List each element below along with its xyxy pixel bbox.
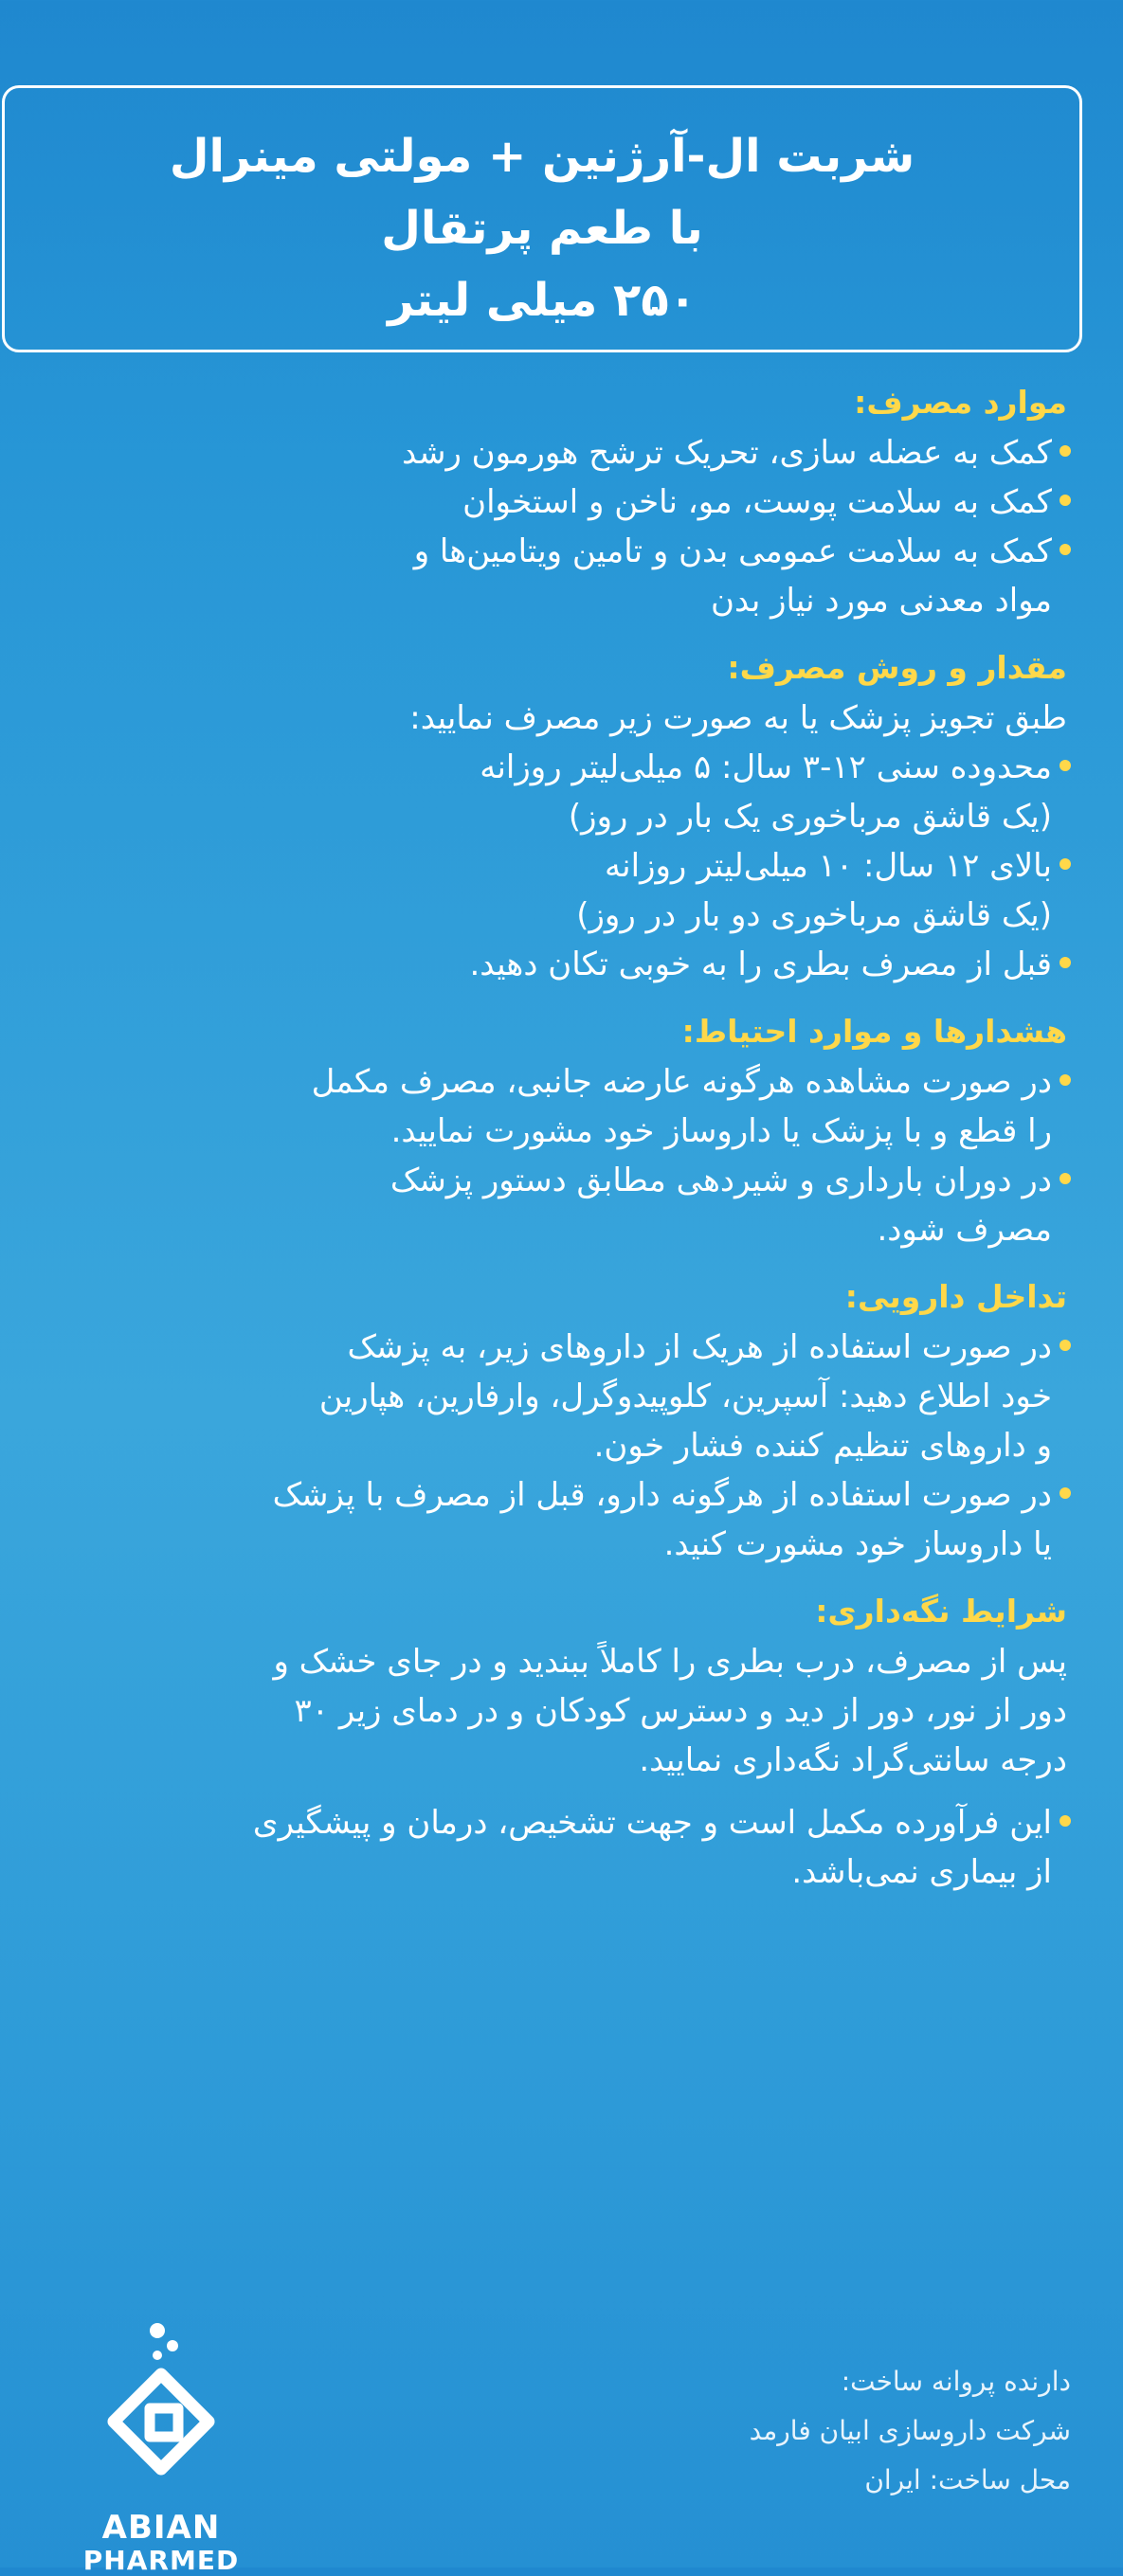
storage-text: درجه سانتی‌گراد نگه‌داری نمایید. xyxy=(639,1741,1067,1779)
list-item xyxy=(13,1323,1067,1470)
item-text: و داروهای تنظیم کننده فشار خون. xyxy=(593,1427,1052,1465)
company-name: شرکت داروسازی ابیان فارمد xyxy=(749,2415,1071,2446)
product-name: شربت ال-آرژنین + مولتی مینرال xyxy=(169,130,915,183)
license-holder-label: دارنده پروانه ساخت: xyxy=(841,2366,1071,2397)
section-dosage xyxy=(13,644,1067,989)
section-usage xyxy=(13,379,1067,625)
bullet-icon xyxy=(1060,760,1071,771)
section-interactions xyxy=(13,1273,1067,1569)
list-item xyxy=(13,940,1067,989)
item-text: یا داروساز خود مشورت کنید. xyxy=(663,1525,1052,1563)
bullet-icon xyxy=(1060,1074,1071,1086)
item-text: مصرف شود. xyxy=(877,1211,1052,1249)
dosage-intro: طبق تجویز پزشک یا به صورت زیر مصرف نمایید: xyxy=(409,699,1067,737)
list-item xyxy=(13,1798,1067,1897)
item-text: مواد معدنی مورد نیاز بدن xyxy=(711,582,1052,620)
item-text: کمک به سلامت عمومی بدن و تامین ویتامین‌ها و xyxy=(413,532,1052,570)
section-heading: تداخل دارویی: xyxy=(844,1278,1067,1315)
section-heading: مقدار و روش مصرف: xyxy=(727,649,1067,686)
item-text: در صورت مشاهده هرگونه عارضه جانبی، مصرف مکمل xyxy=(311,1063,1052,1101)
product-flavor: با طعم پرتقال xyxy=(381,202,703,255)
abian-pharmed-logo xyxy=(66,2321,256,2576)
list-item xyxy=(13,428,1067,477)
item-text: خود اطلاع دهید: آسپرین، کلوپیدوگرل، وارفارین، هپارین xyxy=(318,1378,1052,1415)
list-item xyxy=(13,527,1067,625)
bullet-icon xyxy=(1060,544,1071,555)
list-item xyxy=(13,477,1067,527)
bullet-icon xyxy=(1060,1487,1071,1499)
section-heading: موارد مصرف: xyxy=(854,384,1067,421)
bullet-icon xyxy=(1060,445,1071,457)
item-text: از بیماری نمی‌باشد. xyxy=(791,1853,1052,1891)
item-text: را قطع و با پزشک یا داروساز خود مشورت نمایید. xyxy=(390,1112,1052,1150)
item-text: این فرآورده مکمل است و جهت تشخیص، درمان و پیشگیری xyxy=(252,1804,1052,1842)
bullet-icon xyxy=(1060,1815,1071,1827)
logo-text: PHARMED xyxy=(82,2545,240,2576)
logo-mark-icon xyxy=(66,2321,256,2511)
item-text: (یک قاشق مرباخوری دو بار در روز) xyxy=(576,896,1052,934)
list-item xyxy=(13,841,1067,940)
section-heading: شرایط نگه‌داری: xyxy=(815,1593,1067,1630)
item-text: کمک به عضله سازی، تحریک ترشح هورمون رشد xyxy=(402,434,1052,472)
list-item xyxy=(13,1470,1067,1569)
leaflet-content xyxy=(13,379,1067,1916)
section-warnings xyxy=(13,1008,1067,1254)
bullet-icon xyxy=(1060,1340,1071,1351)
bullet-icon xyxy=(1060,1173,1071,1184)
bullet-icon xyxy=(1060,858,1071,870)
item-text: محدوده سنی ۱۲-۳ سال: ۵ میلی‌لیتر روزانه xyxy=(480,748,1052,786)
list-item xyxy=(13,743,1067,841)
list-item xyxy=(13,1057,1067,1156)
item-text: قبل از مصرف بطری را به خوبی تکان دهید. xyxy=(469,946,1052,983)
item-text: در صورت استفاده از هریک از داروهای زیر، به پزشک xyxy=(347,1328,1052,1366)
bullet-icon xyxy=(1060,495,1071,506)
manufacturer-info xyxy=(569,2357,1071,2505)
section-heading: هشدارها و موارد احتیاط: xyxy=(681,1013,1067,1050)
item-text: در دوران بارداری و شیردهی مطابق دستور پزشک xyxy=(389,1162,1052,1199)
product-title-box xyxy=(2,85,1082,352)
item-text: در صورت استفاده از هرگونه دارو، قبل از مصرف با پزشک xyxy=(272,1476,1052,1514)
item-text: بالای ۱۲ سال: ۱۰ میلی‌لیتر روزانه xyxy=(604,847,1052,885)
section-storage xyxy=(13,1588,1067,1897)
bullet-icon xyxy=(1060,957,1071,968)
storage-text: دور از نور، دور از دید و دسترس کودکان و در دمای زیر ۳۰ xyxy=(294,1692,1067,1730)
product-volume: ۲۵۰ میلی لیتر xyxy=(388,274,697,327)
item-text: کمک به سلامت پوست، مو، ناخن و استخوان xyxy=(462,483,1052,521)
item-text: (یک قاشق مرباخوری یک بار در روز) xyxy=(568,798,1052,836)
storage-text: پس از مصرف، درب بطری را کاملاً ببندید و در جای خشک و xyxy=(273,1643,1067,1681)
logo-text: ABIAN xyxy=(101,2509,221,2547)
list-item xyxy=(13,1156,1067,1254)
made-in: محل ساخت: ایران xyxy=(864,2464,1071,2495)
